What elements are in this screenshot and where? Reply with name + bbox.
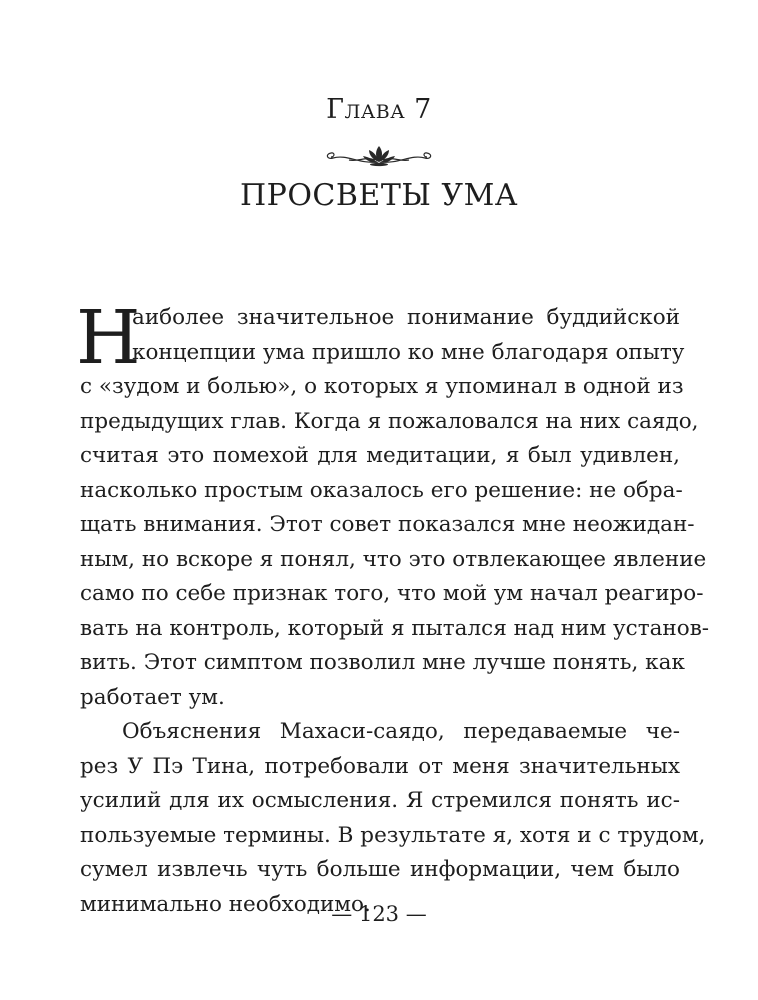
- body-text: [76, 295, 710, 922]
- text-line: рез У Пэ Тина, потребовали от меня значительных: [80, 753, 680, 779]
- text-line: вать на контроль, который я пытался над ним установ-: [80, 615, 710, 641]
- text-line: ным, но вскоре я понял, что это отвлекающее явление: [80, 546, 707, 572]
- text-line: сумел извлечь чуть больше информации, чем было: [80, 857, 680, 882]
- chapter-label: Глава 7: [326, 94, 432, 125]
- text-line: пользуемые термины. В результате я, хотя и с трудом,: [80, 822, 706, 848]
- text-line: щать внимания. Этот совет показался мне неожидан-: [80, 512, 695, 537]
- chapter-title: ПРОСВЕТЫ УМА: [239, 178, 519, 213]
- lotus-ornament-icon: [319, 140, 439, 170]
- text-line: Объяснения Махаси-саядо, передаваемые че-: [122, 719, 680, 744]
- text-line: считая это помехой для медитации, я был удивлен,: [80, 443, 680, 468]
- page-number: — 123 —: [331, 902, 427, 926]
- text-line: предыдущих глав. Когда я пожаловался на них саядо,: [80, 408, 699, 434]
- drop-cap: Н: [76, 295, 141, 381]
- text-line: само по себе признак того, что мой ум начал реагиро-: [80, 581, 704, 606]
- text-line: с «зудом и болью», о которых я упоминал в одной из: [80, 374, 684, 399]
- text-line: вить. Этот симптом позволил мне лучше понять, как: [80, 650, 685, 675]
- text-line: концепции ума пришло ко мне благодаря опыту: [132, 339, 685, 365]
- text-line: работает ум.: [80, 684, 225, 710]
- text-line: минимально необходимо.: [80, 891, 371, 917]
- text-line: усилий для их осмысления. Я стремился понять ис-: [80, 788, 680, 813]
- text-line: насколько простым оказалось его решение: не обра-: [80, 477, 683, 503]
- text-line: аиболее значительное понимание буддийской: [132, 305, 680, 330]
